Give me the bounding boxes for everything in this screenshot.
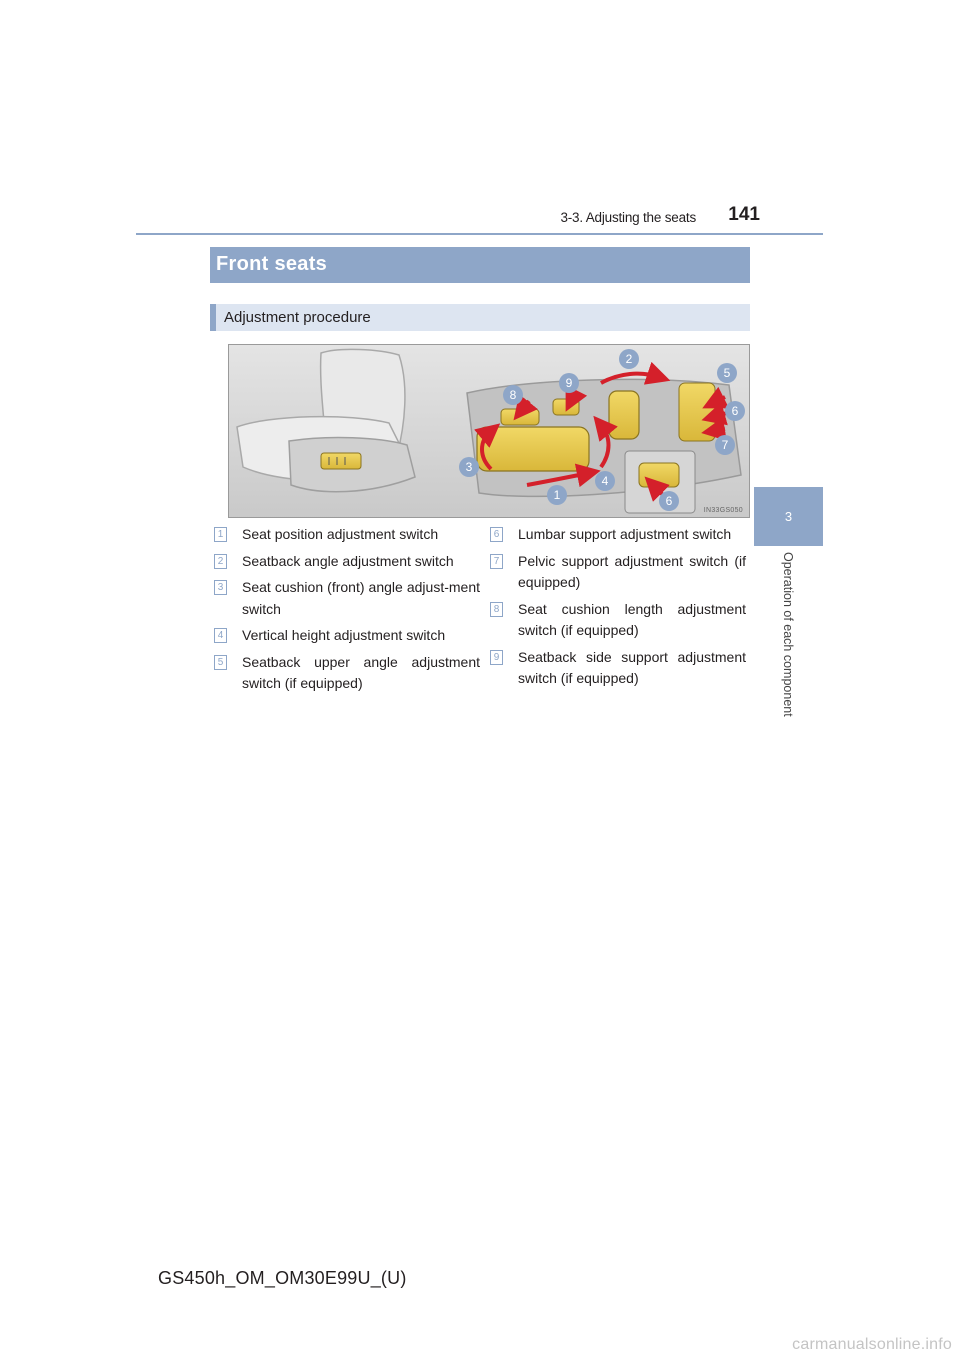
callout-6: 6: [725, 401, 745, 421]
item-number: 1: [214, 527, 227, 542]
list-item: [490, 647, 746, 690]
legend-list-left: [214, 524, 480, 700]
subsection-heading: Adjustment procedure: [210, 304, 750, 331]
item-text: Seatback angle adjustment switch: [242, 552, 454, 569]
callout-5: 5: [717, 363, 737, 383]
list-item: [214, 577, 480, 620]
figure-code: IN33GS050: [703, 507, 743, 514]
list-item: [490, 599, 746, 642]
lumbar-switch-group: [679, 383, 715, 441]
list-item: [214, 625, 480, 647]
item-number: 2: [214, 554, 227, 569]
chapter-number: 3: [784, 509, 793, 524]
seat-position-switch: [477, 427, 589, 471]
item-number: 6: [490, 527, 503, 542]
item-number: 7: [490, 554, 503, 569]
item-number: 8: [490, 602, 503, 617]
item-text: Vertical height adjustment switch: [242, 627, 446, 643]
seat-switch-illustration: [228, 344, 750, 518]
callout-2: 2: [619, 349, 639, 369]
section-title: 3-3. Adjusting the seats: [560, 210, 696, 225]
item-number: 3: [214, 580, 227, 595]
side-support-switch: [553, 399, 579, 415]
header-rule: [136, 233, 823, 235]
callout-7: 7: [715, 435, 735, 455]
chapter-label: [754, 552, 823, 752]
list-item: [214, 551, 480, 573]
page-number: 141: [728, 204, 760, 225]
item-number: 4: [214, 628, 227, 643]
list-item: [490, 524, 746, 546]
list-item: [490, 551, 746, 594]
list-item: [214, 652, 480, 695]
section-heading: Front seats: [210, 247, 750, 283]
item-text: Seat cushion (front) angle adjust-ment switch: [242, 579, 480, 617]
document-code: GS450h_OM_OM30E99U_(U): [158, 1268, 407, 1288]
callout-4: 4: [595, 471, 615, 491]
chapter-label-text: Operation of each component: [780, 552, 795, 717]
item-number: 9: [490, 650, 503, 665]
item-text: Pelvic support adjustment switch (if equipped): [518, 552, 746, 590]
callout-6-inset: 6: [659, 491, 679, 511]
item-text: Seat cushion length adjustment switch (if equipped): [518, 600, 746, 638]
callout-1: 1: [547, 485, 567, 505]
item-text: Seatback side support adjustment switch (if equipped): [518, 648, 746, 686]
callout-9: 9: [559, 373, 579, 393]
page-header: [540, 206, 770, 228]
seatback-angle-switch: [609, 391, 639, 439]
watermark[interactable]: carmanualsonline.info: [792, 1336, 952, 1353]
legend-list-right: [490, 524, 746, 695]
cushion-length-switch: [501, 409, 539, 425]
callout-8: 8: [503, 385, 523, 405]
chapter-tab[interactable]: [754, 487, 823, 546]
callout-3: 3: [459, 457, 479, 477]
item-text: Seat position adjustment switch: [242, 526, 439, 542]
item-text: Seatback upper angle adjustment switch (if equipped): [242, 653, 480, 691]
list-item: [214, 524, 480, 546]
item-number: 5: [214, 655, 227, 670]
item-text: Lumbar support adjustment switch: [518, 526, 732, 542]
